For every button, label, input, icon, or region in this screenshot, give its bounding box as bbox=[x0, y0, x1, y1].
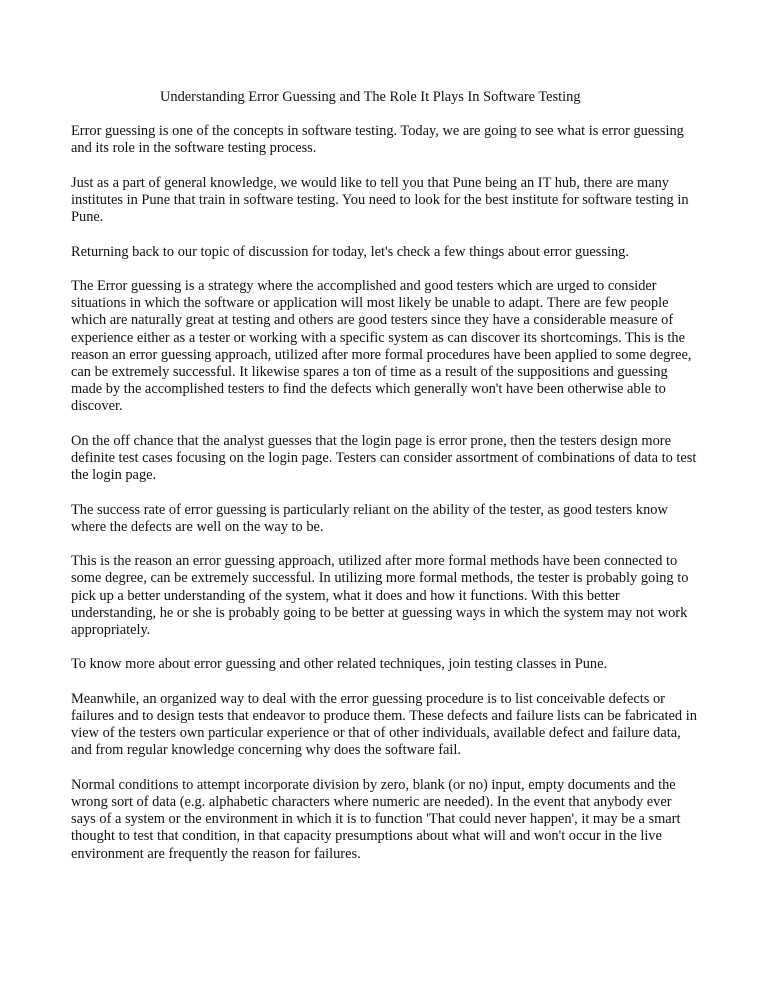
paragraph-formal-methods: This is the reason an error guessing approach, utilized after more formal methods have been connected to some degree, can be extremely successful. In utilizing more formal methods, the tester is probably going to pick up a better understanding of the system, what it does and how it functions. With this better understanding, he or she is probably going to be better at guessing ways in which the system may not work appropriately. bbox=[71, 553, 689, 638]
paragraph-strategy: The Error guessing is a strategy where the accomplished and good testers which are urged to consider situations in which the software or application will most likely be unable to adapt. There are few people which are naturally great at testing and others are good testers since they have a considerable measure of experience either as a tester or working with a specific system as can discover its shortcomings. This is the reason an error guessing approach, utilized after more formal procedures have been applied to some degree, can be extremely successful. It likewise spares a ton of time as a result of the suppositions and guessing made by the accomplished testers to find the defects which generally won't have been otherwise able to discover. bbox=[71, 277, 692, 415]
paragraph-success-rate: The success rate of error guessing is particularly reliant on the ability of the tester, as good testers know where the defects are well on the way to be. bbox=[71, 501, 668, 535]
paragraph-organized-way: Meanwhile, an organized way to deal with the error guessing procedure is to list conceivable defects or failures and to design tests that endeavor to produce them. These defects and failure lists can be fabricated in view of the testers own particular experience or that of other individuals, available defect and failure data, and from regular knowledge concerning why does the software fail. bbox=[71, 690, 697, 759]
paragraph-pune-institutes: Just as a part of general knowledge, we would like to tell you that Pune being an IT hub, there are many institutes in Pune that train in software testing. You need to look for the best institute for software testing in Pune. bbox=[71, 174, 689, 226]
paragraph-login-page: On the off chance that the analyst guesses that the login page is error prone, then the testers design more definite test cases focusing on the login page. Testers can consider assortment of combinations of data to test the login page. bbox=[71, 432, 697, 484]
document-body bbox=[71, 89, 699, 880]
paragraph-intro: Error guessing is one of the concepts in software testing. Today, we are going to see what is error guessing and its role in the software testing process. bbox=[71, 123, 684, 157]
paragraph-normal-conditions: Normal conditions to attempt incorporate division by zero, blank (or no) input, empty documents and the wrong sort of data (e.g. alphabetic characters where numeric are needed). In the event that anybody ever says of a system or the environment in which it is to function 'That could never happen', it may be a smart thought to test that condition, in that capacity presumptions about what will and won't occur in the live environment are frequently the reason for failures. bbox=[71, 776, 681, 862]
paragraph-returning: Returning back to our topic of discussion for today, let's check a few things about error guessing. bbox=[71, 243, 629, 260]
document-title: Understanding Error Guessing and The Role It Plays In Software Testing bbox=[160, 89, 581, 105]
paragraph-testing-classes: To know more about error guessing and other related techniques, join testing classes in Pune. bbox=[71, 656, 608, 673]
